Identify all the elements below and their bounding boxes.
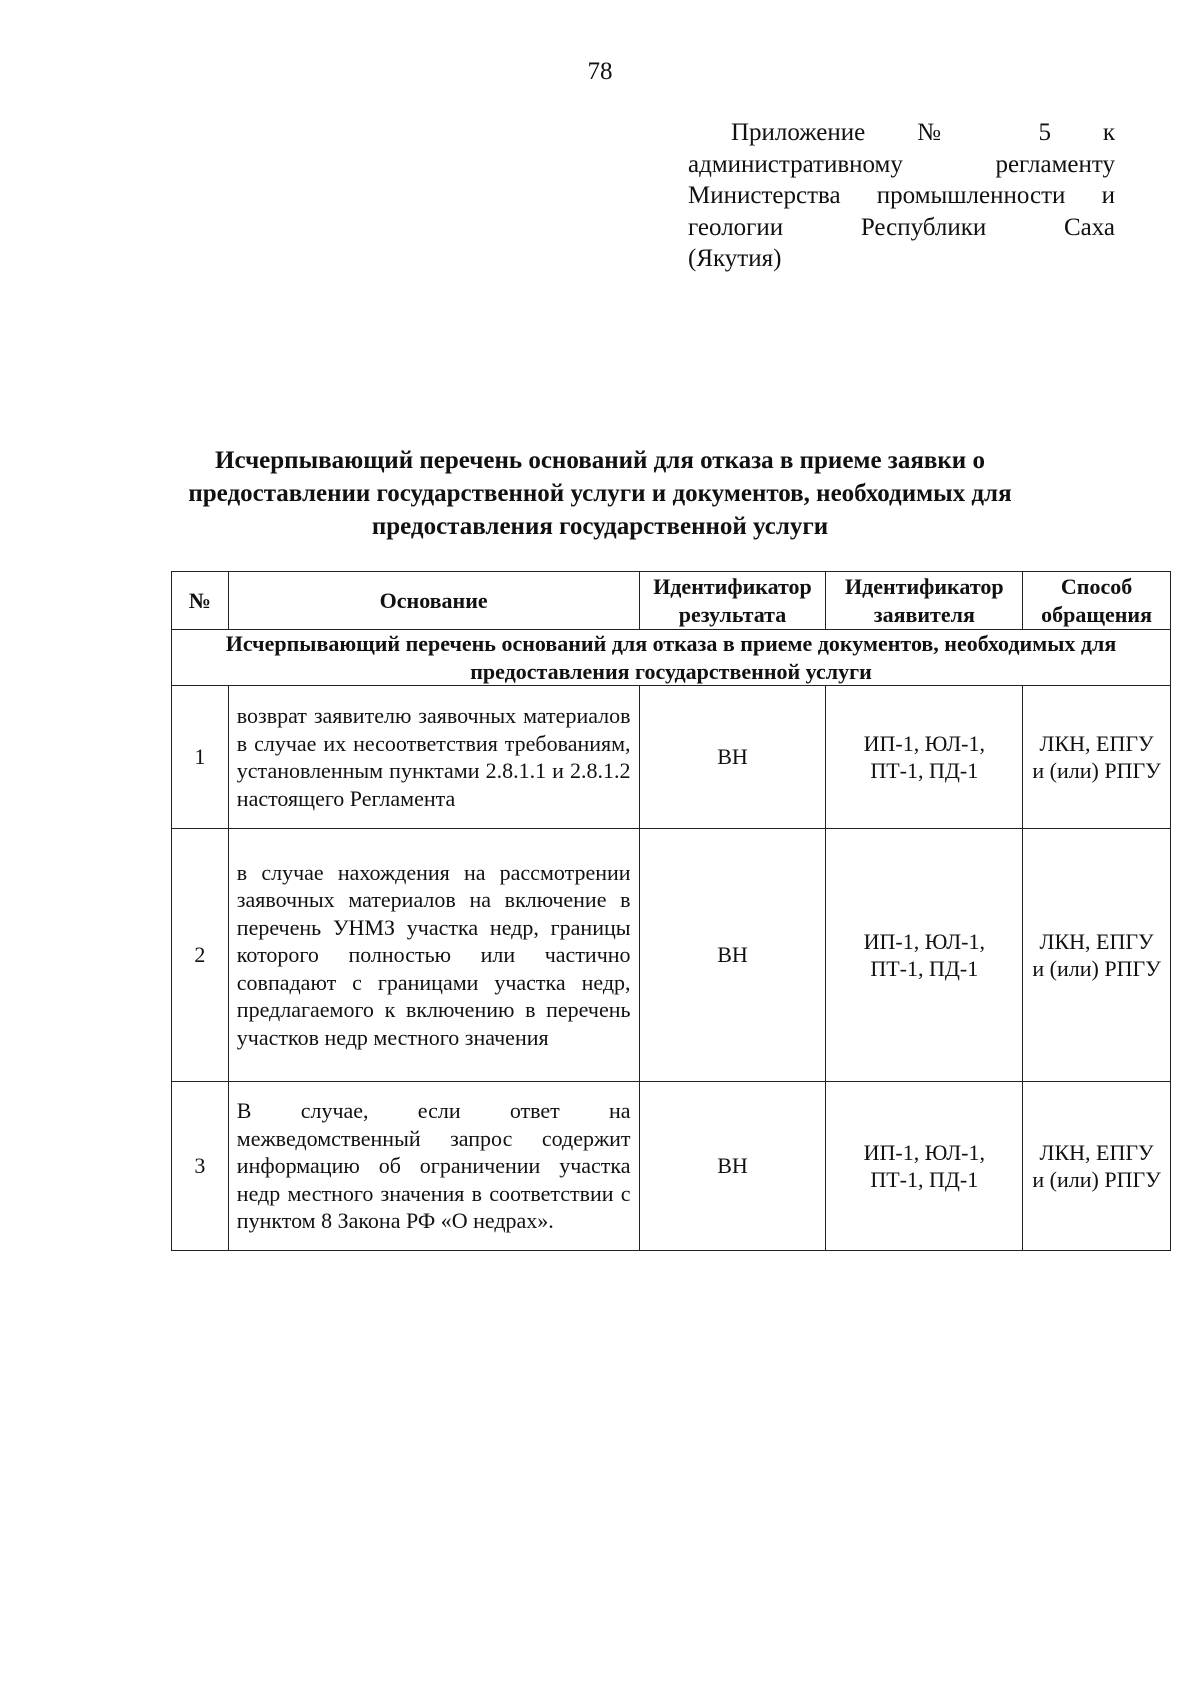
table-header-row <box>172 572 1171 630</box>
row-basis: В случае, если ответ на межведомственный запрос содержит информацию об ограничении участка недр местного значения в соответствии с пунктом 8 Закона РФ «О недрах». <box>228 1082 639 1251</box>
row-method: ЛКН, ЕПГУ и (или) РПГУ <box>1023 1082 1171 1251</box>
row-result-id: ВН <box>639 829 826 1082</box>
title-line: Исчерпывающий перечень оснований для отказа в приеме заявки о <box>215 447 985 474</box>
appendix-note <box>688 117 1115 275</box>
row-num: 1 <box>172 686 229 829</box>
section-title: Исчерпывающий перечень оснований для отказа в приеме документов, необходимых для предоставления государственной услуги <box>172 630 1171 686</box>
page-number: 78 <box>587 58 613 85</box>
header-result-id: Идентификатор результата <box>639 572 826 630</box>
appendix-line: административному регламенту <box>688 150 1115 178</box>
row-basis: в случае нахождения на рассмотрении заявочных материалов на включение в перечень УНМЗ участка недр, границы которого полностью или частично совпадают с границами участка недр, предлагаемого к включению в перечень участков недр местного значения <box>228 829 639 1082</box>
table-row <box>172 829 1171 1082</box>
appendix-line: Приложение № 5 к <box>731 119 1115 146</box>
appendix-line: Министерства промышленности и <box>688 182 1115 209</box>
row-num: 2 <box>172 829 229 1082</box>
row-result-id: ВН <box>639 1082 826 1251</box>
row-method: ЛКН, ЕПГУ и (или) РПГУ <box>1023 686 1171 829</box>
table-row <box>172 686 1171 829</box>
row-num: 3 <box>172 1082 229 1251</box>
table-row <box>172 1082 1171 1251</box>
row-applicant-id: ИП-1, ЮЛ-1, ПТ-1, ПД-1 <box>826 1082 1023 1251</box>
row-method: ЛКН, ЕПГУ и (или) РПГУ <box>1023 829 1171 1082</box>
title-line: предоставлении государственной услуги и документов, необходимых для <box>188 480 1012 507</box>
document-title <box>150 444 1050 543</box>
appendix-line: (Якутия) <box>688 245 782 272</box>
appendix-line: геологии Республики Саха <box>688 213 1115 241</box>
row-result-id: ВН <box>639 686 826 829</box>
refusal-reasons-table <box>171 571 1171 1251</box>
header-applicant-id: Идентификатор заявителя <box>826 572 1023 630</box>
header-num: № <box>172 572 229 630</box>
row-applicant-id: ИП-1, ЮЛ-1, ПТ-1, ПД-1 <box>826 829 1023 1082</box>
header-basis: Основание <box>228 572 639 630</box>
title-line: предоставления государственной услуги <box>371 513 829 540</box>
table-section-row <box>172 630 1171 686</box>
row-basis: возврат заявителю заявочных материалов в случае их несоответствия требованиям, установленным пунктами 2.8.1.1 и 2.8.1.2 настоящего Регламента <box>228 686 639 829</box>
header-method: Способ обращения <box>1023 572 1171 630</box>
row-applicant-id: ИП-1, ЮЛ-1, ПТ-1, ПД-1 <box>826 686 1023 829</box>
